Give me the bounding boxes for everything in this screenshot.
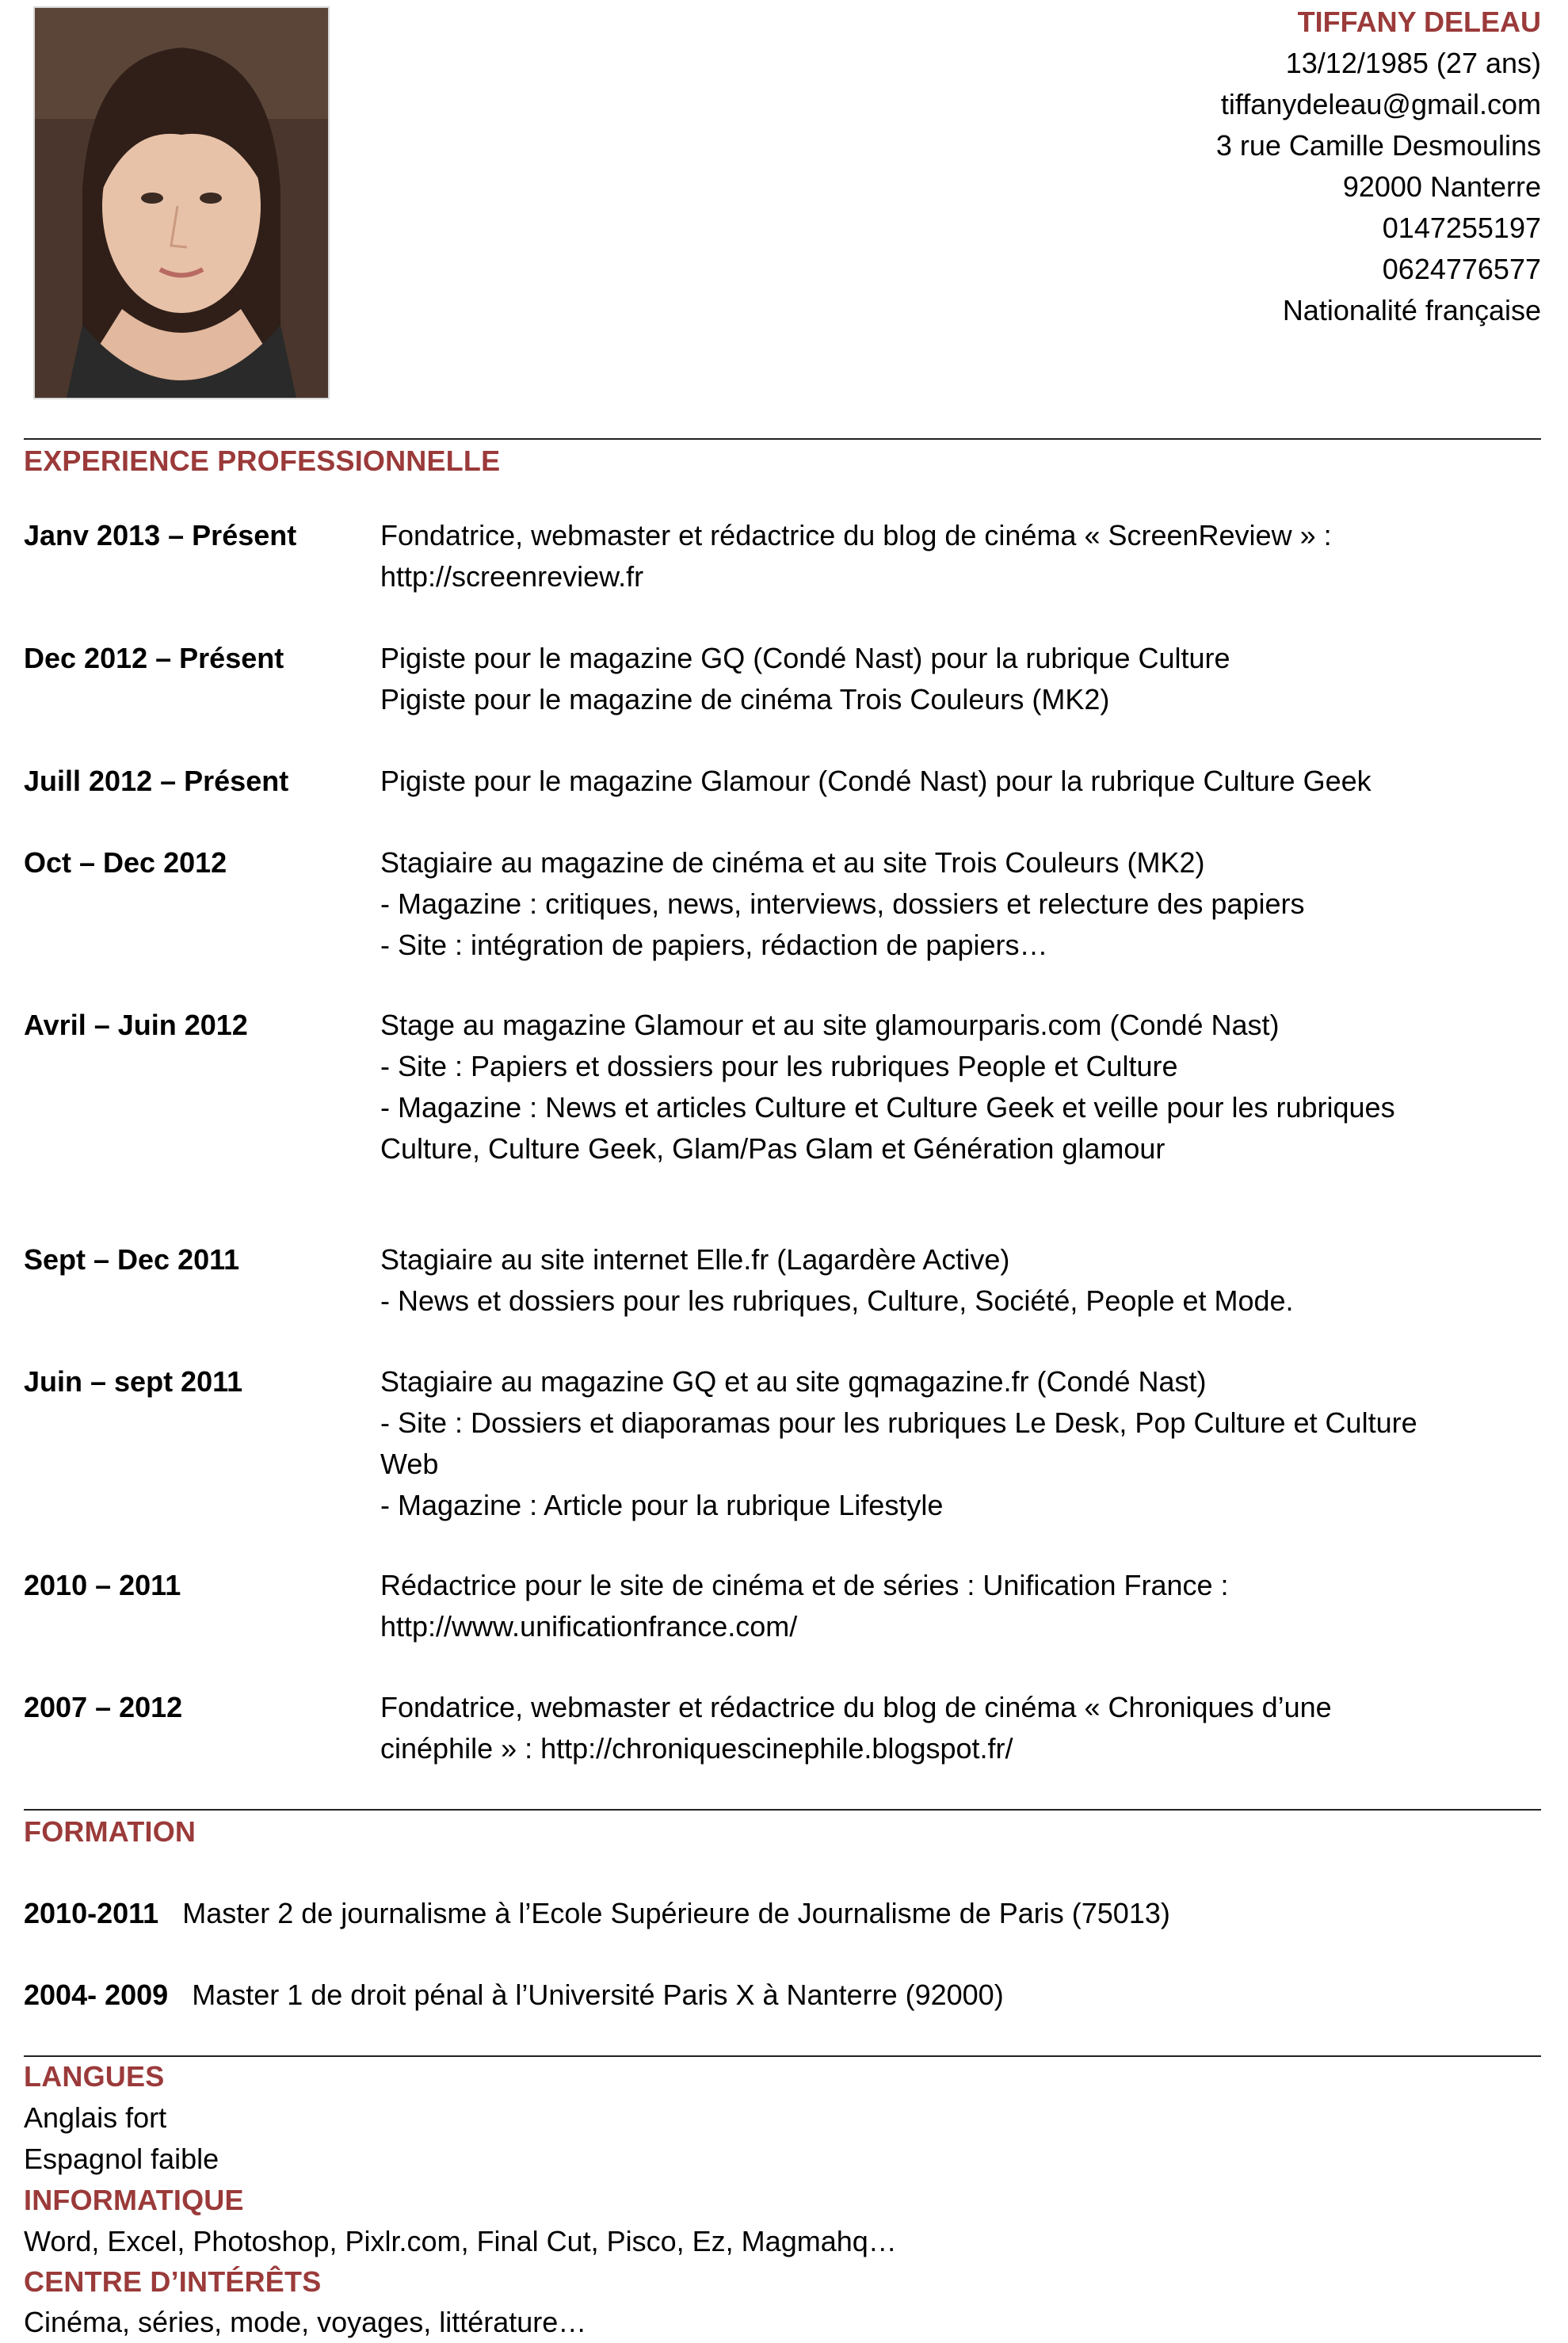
experience-date: 2010 – 2011 (24, 1569, 181, 1601)
experience-line: Culture, Culture Geek, Glam/Pas Glam et Génération glamour (380, 1132, 1166, 1165)
street-address: 3 rue Camille Desmoulins (1215, 129, 1541, 162)
formation-text: Master 1 de droit pénal à l’Université Paris X à Nanterre (92000) (192, 1979, 1004, 2011)
section-title-langues: LANGUES (24, 2060, 165, 2093)
experience-description (380, 1005, 1541, 1170)
experience-date: Oct – Dec 2012 (24, 846, 227, 879)
experience-date: Sept – Dec 2011 (24, 1243, 240, 1276)
software-skills: Word, Excel, Photoshop, Pixlr.com, Final Cut, Pisco, Ez, Magmahq… (24, 2225, 897, 2257)
experience-line: Stagiaire au magazine GQ et au site gqmagazine.fr (Condé Nast) (380, 1365, 1207, 1398)
experience-line: Web (380, 1448, 439, 1480)
city-address: 92000 Nanterre (1342, 170, 1541, 203)
email-address[interactable]: tiffanydeleau@gmail.com (1220, 88, 1541, 120)
section-title-interets: CENTRE D’INTÉRÊTS (24, 2265, 322, 2298)
phone-landline: 0147255197 (1382, 212, 1541, 244)
experience-line: Stagiaire au magazine de cinéma et au site Trois Couleurs (MK2) (380, 846, 1205, 879)
phone-mobile: 0624776577 (1382, 253, 1541, 285)
experience-date: Avril – Juin 2012 (24, 1009, 248, 1041)
portrait-illustration (35, 8, 328, 398)
divider (24, 1809, 1541, 1811)
section-title-experience: EXPERIENCE PROFESSIONNELLE (24, 445, 501, 477)
experience-description (380, 1687, 1541, 1769)
formation-item (24, 1975, 1004, 2016)
experience-line: Rédactrice pour le site de cinéma et de séries : Unification France : (380, 1569, 1229, 1601)
experience-description (380, 1565, 1541, 1647)
section-title-informatique: INFORMATIQUE (24, 2184, 244, 2216)
experience-line: - Site : Papiers et dossiers pour les rubriques People et Culture (380, 1050, 1178, 1082)
experience-description (380, 1239, 1541, 1322)
experience-line: Pigiste pour le magazine GQ (Condé Nast) pour la rubrique Culture (380, 642, 1230, 674)
experience-line: - Magazine : Article pour la rubrique Lifestyle (380, 1489, 944, 1521)
experience-line: Fondatrice, webmaster et rédactrice du blog de cinéma « Chroniques d’une (380, 1691, 1332, 1723)
profile-photo (33, 6, 330, 399)
experience-line[interactable]: http://www.unificationfrance.com/ (380, 1610, 798, 1643)
formation-date: 2004- 2009 (24, 1979, 169, 2011)
divider (24, 2055, 1541, 2057)
experience-description (380, 515, 1541, 597)
experience-description (380, 842, 1541, 966)
experience-line: - Site : Dossiers et diaporamas pour les rubriques Le Desk, Pop Culture et Culture (380, 1406, 1417, 1439)
experience-line: Stagiaire au site internet Elle.fr (Lagardère Active) (380, 1243, 1010, 1276)
experience-date: 2007 – 2012 (24, 1691, 183, 1723)
experience-date: Dec 2012 – Présent (24, 642, 284, 674)
experience-line: Pigiste pour le magazine Glamour (Condé Nast) pour la rubrique Culture Geek (380, 765, 1372, 797)
nationality: Nationalité française (1282, 294, 1541, 326)
experience-line[interactable]: cinéphile » : http://chroniquescinephile.blogspot.fr/ (380, 1732, 1013, 1765)
formation-item (24, 1893, 1170, 1934)
experience-date: Juin – sept 2011 (24, 1365, 243, 1398)
formation-text: Master 2 de journalisme à l’Ecole Supérieure de Journalisme de Paris (75013) (182, 1897, 1170, 1929)
language-item: Espagnol faible (24, 2143, 219, 2175)
experience-description (380, 1361, 1541, 1526)
experience-line: - Magazine : critiques, news, interviews, dossiers et relecture des papiers (380, 887, 1305, 920)
person-name: TIFFANY DELEAU (1297, 6, 1541, 38)
experience-date: Juill 2012 – Présent (24, 765, 289, 797)
contact-header (828, 2, 1541, 331)
divider (24, 438, 1541, 440)
section-title-formation: FORMATION (24, 1815, 196, 1848)
experience-description (380, 761, 1541, 802)
experience-line[interactable]: http://screenreview.fr (380, 560, 644, 593)
experience-line: Fondatrice, webmaster et rédactrice du blog de cinéma « ScreenReview » : (380, 519, 1332, 551)
experience-line: Pigiste pour le magazine de cinéma Trois Couleurs (MK2) (380, 683, 1110, 715)
experience-line: - Magazine : News et articles Culture et Culture Geek et veille pour les rubriques (380, 1091, 1395, 1124)
experience-date: Janv 2013 – Présent (24, 519, 297, 551)
experience-line: - News et dossiers pour les rubriques, Culture, Société, People et Mode. (380, 1284, 1294, 1317)
birth-date: 13/12/1985 (27 ans) (1285, 47, 1541, 79)
experience-description (380, 638, 1541, 720)
experience-line: - Site : intégration de papiers, rédaction de papiers… (380, 929, 1048, 961)
language-item: Anglais fort (24, 2101, 167, 2134)
formation-date: 2010-2011 (24, 1897, 159, 1929)
experience-line: Stage au magazine Glamour et au site glamourparis.com (Condé Nast) (380, 1009, 1280, 1041)
interests-text: Cinéma, séries, mode, voyages, littérature… (24, 2306, 587, 2338)
